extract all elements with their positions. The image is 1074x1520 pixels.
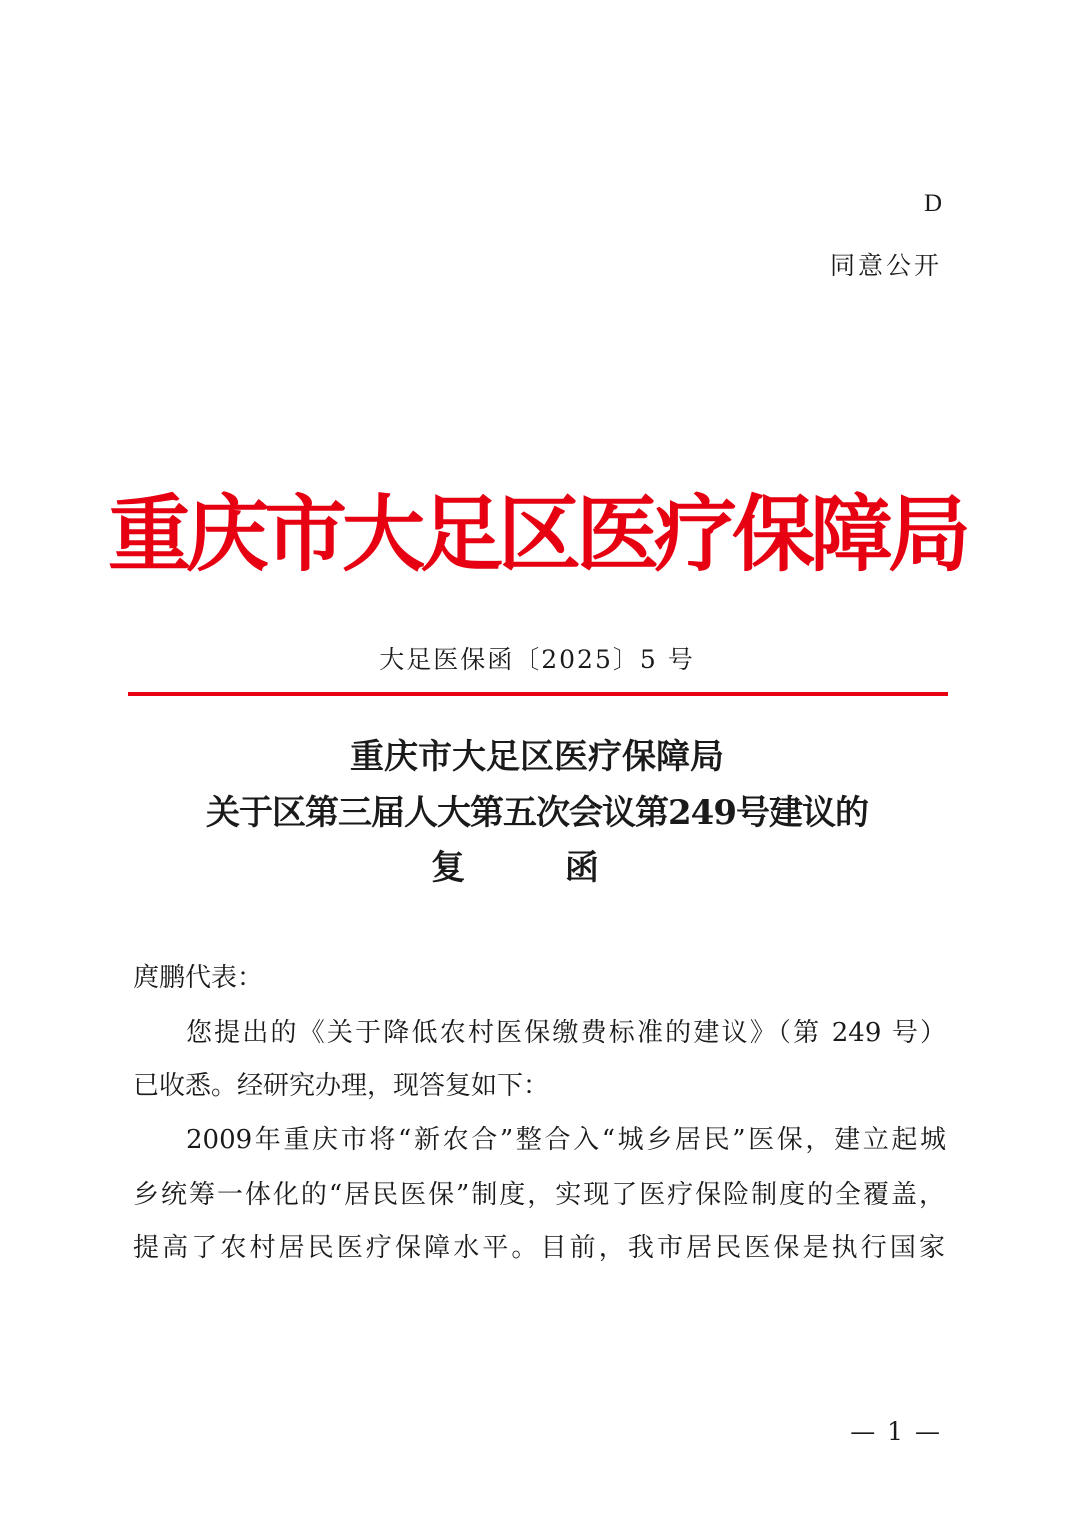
masthead-organization: 重庆市大足区医疗保障局: [108, 486, 966, 583]
document-title-line-1: 重庆市大足区医疗保障局: [350, 737, 724, 777]
disclosure-status: 同意公开: [829, 251, 942, 280]
salutation: 庹鹏代表：: [133, 963, 264, 993]
document-title-line-3: [0, 843, 1074, 893]
document-title-line-2: 关于区第三届人大第五次会议第249号建议的: [206, 793, 868, 833]
body-line: 提高了农村居民医疗保障水平。目前，我市居民医保是执行国家: [133, 1233, 945, 1263]
classification-mark: D: [923, 190, 942, 217]
body-line: 您提出的《关于降低农村医保缴费标准的建议》（第 249 号）: [186, 1018, 946, 1048]
document-number: 大足医保函〔2025〕5 号: [379, 645, 695, 674]
body-line: 乡统筹一体化的“居民医保”制度，实现了医疗保险制度的全覆盖，: [133, 1180, 945, 1210]
red-separator-line: [128, 692, 948, 696]
page-number: — 1 —: [850, 1417, 942, 1446]
document-title-reply: 复 函: [431, 848, 643, 888]
body-line: 2009年重庆市将“新农合”整合入“城乡居民”医保，建立起城: [186, 1125, 946, 1155]
body-line: 已收悉。经研究办理，现答复如下：: [133, 1071, 550, 1101]
